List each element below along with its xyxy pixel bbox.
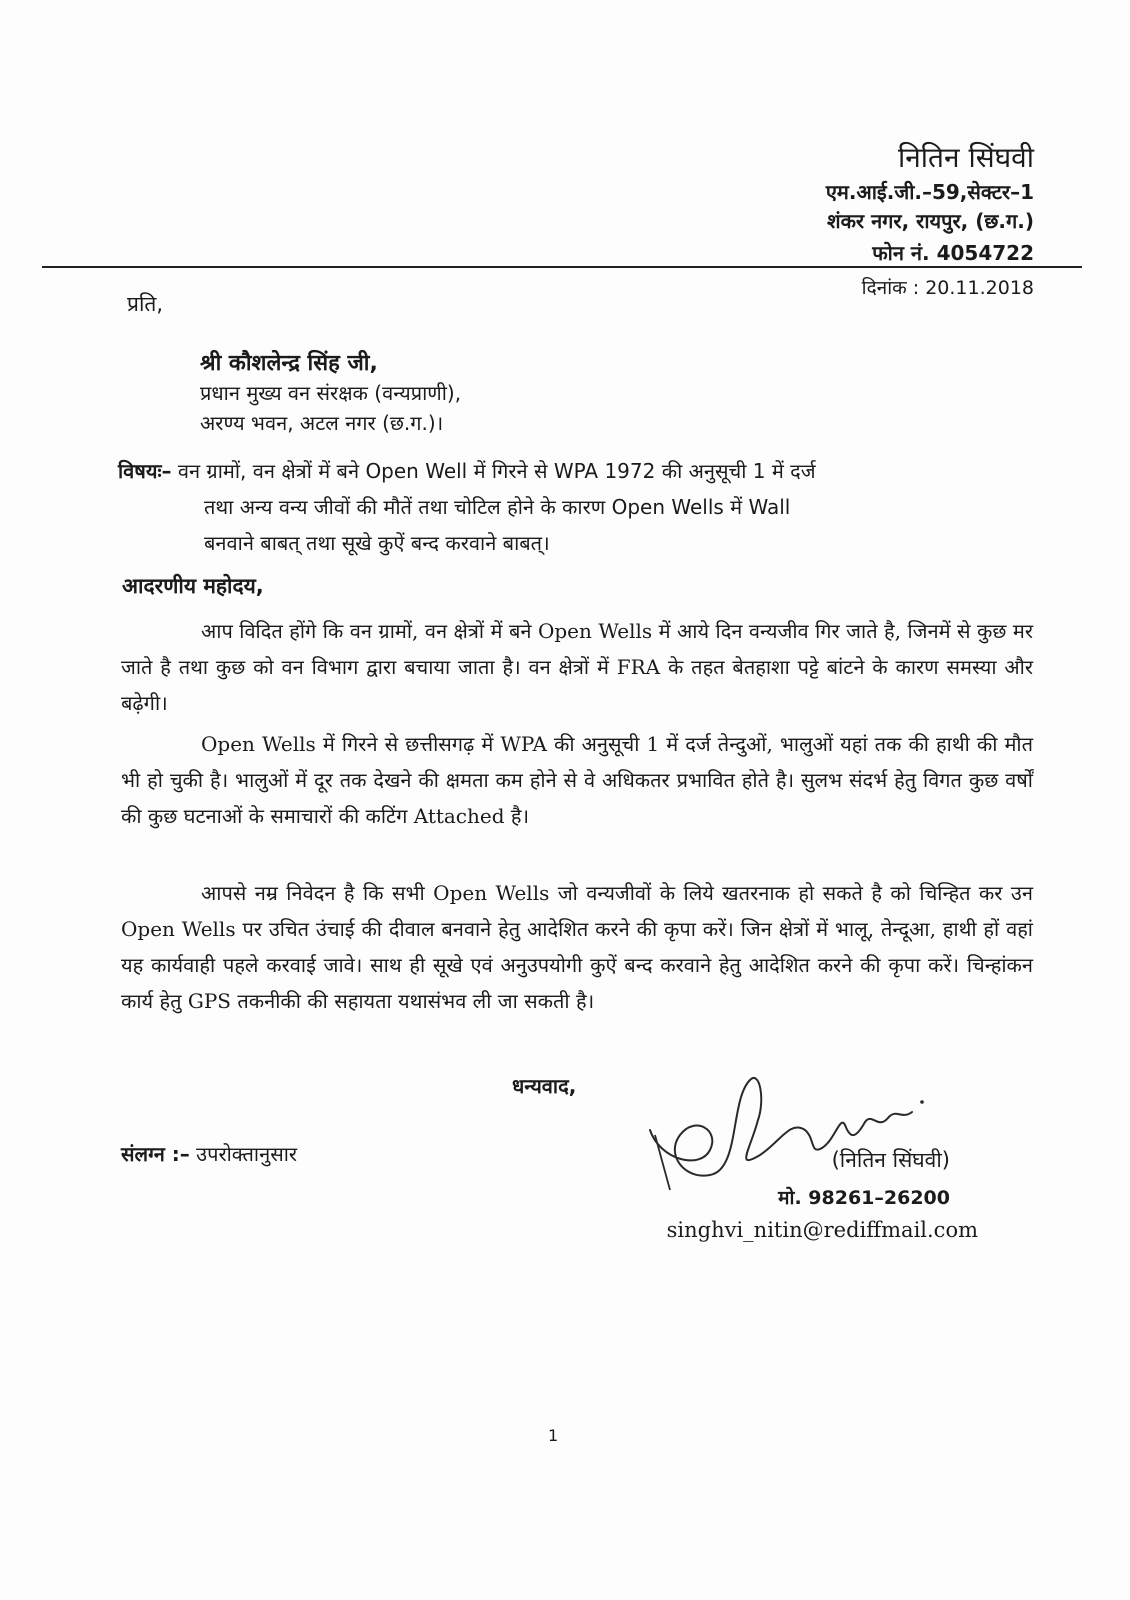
signatory-email: singhvi_nitin@rediffmail.com [666, 1218, 978, 1242]
subject-label: विषयः– [118, 459, 172, 483]
page-number: 1 [548, 1426, 559, 1445]
body-paragraph-1: आप विदित होंगे कि वन ग्रामों, वन क्षेत्रों में बने Open Wells में आये दिन वन्यजीव गिर जाते है, जिनमें से कुछ मर जाते है तथा कुछ को वन विभाग द्वारा बचाया जाता है। वन क्षेत्रों में FRA के तहत बेतहाशा पट्टे बांटने के कारण समस्या और बढ़ेगी। [121, 619, 1033, 715]
subject-line2: तथा अन्य वन्य जीवों की मौतें तथा चोटिल होने के कारण Open Wells में Wall [204, 495, 791, 519]
enclosure-value: उपरोक्तानुसार [189, 1142, 298, 1166]
enclosure [121, 1140, 297, 1167]
closing: धन्यवाद, [512, 1074, 577, 1098]
body-paragraph-2: Open Wells में गिरने से छत्तीसगढ़ में WPA की अनुसूची 1 में दर्ज तेन्दुओं, भालुओं यहां तक की हाथी की मौत भी हो चुकी है। भालुओं में दूर तक देखने की क्षमता कम होने से वे अधिकतर प्रभावित होते है। सुलभ संदर्भ हेतु विगत कुछ वर्षों की कुछ घटनाओं के समाचारों की कटिंग Attached है। [121, 732, 1033, 828]
recipient-prefix: प्रति, [127, 292, 164, 316]
signatory-mobile: मो. 98261–26200 [778, 1187, 950, 1209]
sender-address-line1: एम.आई.जी.–59,सेक्टर–1 [825, 180, 1034, 204]
sender-address-line2: शंकर नगर, रायपुर, (छ.ग.) [826, 209, 1034, 233]
subject-block [118, 453, 1036, 561]
sender-phone: फोन नं. 4054722 [872, 241, 1034, 265]
recipient-designation: प्रधान मुख्य वन संरक्षक (वन्यप्राणी), [200, 381, 462, 405]
enclosure-label: संलग्न :– [121, 1142, 190, 1166]
subject-line3: बनवाने बाबत् तथा सूखे कुऐं बन्द करवाने बाबत्। [204, 531, 550, 555]
recipient-place: अरण्य भवन, अटल नगर (छ.ग.)। [200, 411, 444, 435]
subject-line1: वन ग्रामों, वन क्षेत्रों में बने Open Well में गिरने से WPA 1972 की अनुसूची 1 में दर्ज [171, 459, 816, 483]
header-divider [42, 266, 1082, 268]
sender-name: नितिन सिंघवी [898, 141, 1034, 174]
signatory-name: (नितिन सिंघवी) [831, 1148, 950, 1172]
recipient-name: श्री कौशलेन्द्र सिंह जी, [200, 351, 378, 376]
salutation: आदरणीय महोदय, [122, 574, 264, 598]
body-paragraph-3: आपसे नम्र निवेदन है कि सभी Open Wells जो वन्यजीवों के लिये खतरनाक हो सकते है को चिन्हित कर उन Open Wells पर उचित उंचाई की दीवाल बनवाने हेतु आदेशित करने की कृपा करें। जिन क्षेत्रों में भालू, तेन्दूआ, हाथी हों वहां यह कार्यवाही पहले करवाई जावे। साथ ही सूखे एवं अनुउपयोगी कुऐं बन्द करवाने हेतु आदेशित करने की कृपा करें। चिन्हांकन कार्य हेतु GPS तकनीकी की सहायता यथासंभव ली जा सकती है। [121, 881, 1033, 1013]
letter-date: दिनांक : 20.11.2018 [861, 277, 1034, 299]
